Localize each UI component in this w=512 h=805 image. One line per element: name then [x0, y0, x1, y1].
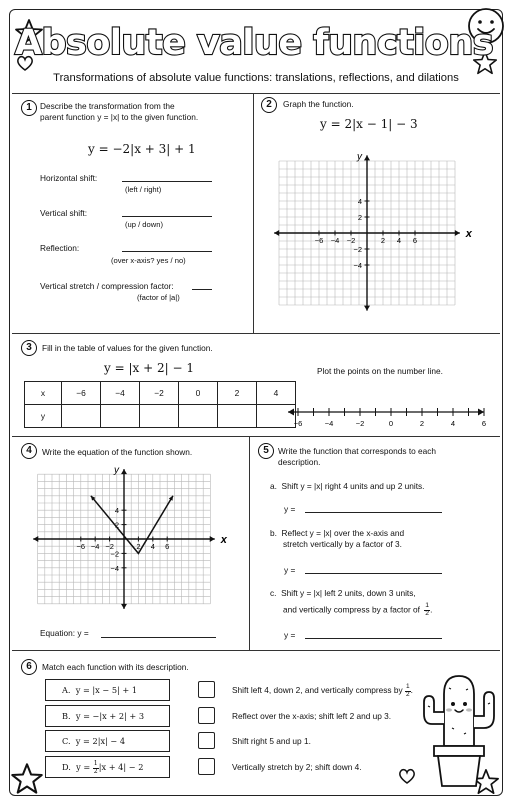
divider: [12, 436, 500, 437]
table-cell: −4: [101, 382, 140, 405]
q2-equation: y = 2|x − 1| − 3: [320, 117, 418, 131]
reflection-label: Reflection:: [40, 243, 80, 253]
q4-instruction: Write the equation of the function shown.: [42, 447, 193, 457]
y-axis-arrow: [364, 155, 370, 160]
fraction-denominator: 2: [405, 690, 410, 698]
cactus-illustration: [418, 668, 500, 790]
q5-instruction-line: Write the function that corresponds to each: [278, 446, 437, 456]
function-expr: y = 2|x| − 4: [75, 736, 126, 746]
answer-label: y =: [284, 630, 296, 640]
page-subtitle: Transformations of absolute value functions: translations, reflections, and dilations: [53, 72, 459, 84]
table-cell: 2: [218, 382, 257, 405]
table-cell: −2: [140, 382, 179, 405]
q4-answer-label: Equation: y =: [40, 628, 89, 638]
number-line-instruction: Plot the points on the number line.: [317, 366, 443, 376]
vertical-shift-answer-line[interactable]: [122, 216, 212, 217]
horizontal-shift-answer-line[interactable]: [122, 181, 212, 182]
function-box-c: [45, 730, 170, 752]
x-tick-label: −2: [105, 542, 114, 551]
x-tick-label: 6: [412, 236, 418, 245]
fraction-denominator: 2: [425, 609, 430, 617]
q5c-answer-line[interactable]: [305, 638, 442, 639]
number-line-arrow: [478, 409, 484, 416]
table-row: [25, 405, 296, 428]
y-tick-label: −2: [353, 245, 362, 254]
q4-coordinate-grid: [28, 462, 240, 620]
divider: [253, 93, 254, 333]
fraction: [424, 603, 430, 618]
horizontal-shift-label: Horizontal shift:: [40, 173, 98, 183]
table-of-values: [24, 381, 296, 428]
number-line-tick-label: 6: [481, 419, 487, 428]
x-tick-label: 6: [165, 542, 170, 551]
number-line-tick-label: −6: [293, 419, 303, 428]
star-icon: [10, 762, 44, 796]
function-letter: C.: [62, 736, 71, 746]
reflection-hint: (over x-axis? yes / no): [111, 256, 186, 265]
function-letter: B.: [62, 711, 71, 721]
y-axis-arrow: [121, 469, 127, 474]
number-line-arrow: [288, 409, 294, 416]
q5-item-c: [270, 588, 432, 618]
x-axis-label: x: [220, 534, 227, 546]
answer-label: y =: [284, 504, 296, 514]
page-title: [14, 16, 494, 66]
q5-instruction-line: description.: [278, 457, 321, 468]
y-axis-label: y: [357, 151, 362, 163]
y-axis-label: y: [114, 465, 119, 477]
table-cell: −6: [62, 382, 101, 405]
number-line-tick-label: 4: [450, 419, 456, 428]
match-answer-box[interactable]: [198, 681, 215, 698]
y-tick-label: −4: [353, 261, 362, 270]
table-answer-cell[interactable]: [101, 405, 140, 428]
fraction-denominator: 2: [93, 767, 98, 775]
match-answer-box[interactable]: [198, 707, 215, 724]
y-tick-label: −2: [110, 549, 119, 559]
stretch-factor-answer-line[interactable]: [192, 289, 212, 290]
function-expr: |x + 4| − 2: [98, 762, 144, 772]
table-answer-cell[interactable]: [140, 405, 179, 428]
match-description: Shift right 5 and up 1.: [232, 736, 311, 746]
function-box-b: [45, 705, 170, 727]
fraction-numerator: 1: [425, 602, 430, 610]
reflection-answer-line[interactable]: [122, 251, 212, 252]
x-tick-label: −4: [90, 542, 100, 551]
fraction-numerator: 1: [405, 683, 410, 690]
y-tick-label: 2: [357, 213, 362, 222]
match-description-text: Shift left 4, down 2, and vertically compress by: [232, 685, 403, 696]
item-letter: c.: [270, 588, 277, 598]
table-cell: 0: [179, 382, 218, 405]
y-tick-label: 4: [114, 506, 119, 516]
page-title-text: Absolute value functions: [14, 23, 494, 63]
item-text: stretch vertically by a factor of 3.: [283, 539, 402, 550]
y-tick-label: −4: [110, 563, 119, 573]
q5b-answer-line[interactable]: [305, 573, 442, 574]
y-axis-arrow: [364, 306, 370, 311]
answer-label: y =: [284, 565, 296, 575]
stretch-factor-hint: (factor of |a|): [137, 293, 180, 302]
x-axis-arrow: [33, 536, 38, 542]
function-letter: D.: [62, 762, 71, 772]
function-expr: y = |x − 5| + 1: [75, 685, 138, 695]
match-answer-box[interactable]: [198, 732, 215, 749]
number-line-tick-label: −2: [355, 419, 365, 428]
item-text: Reflect y = |x| over the x-axis and: [281, 528, 405, 538]
x-tick-label: −4: [330, 236, 340, 245]
q6-instruction: Match each function with its description.: [42, 662, 189, 672]
vertical-shift-hint: (up / down): [125, 220, 163, 229]
item-text: and vertically compress by a factor of: [283, 604, 420, 615]
x-tick-label: −6: [76, 542, 86, 551]
x-axis-arrow: [210, 536, 215, 542]
q2-coordinate-grid[interactable]: [262, 138, 490, 320]
divider: [12, 93, 500, 94]
q3-instruction: Fill in the table of values for the given function.: [42, 343, 213, 353]
item-letter: b.: [270, 528, 277, 538]
y-tick-label: 2: [114, 520, 119, 530]
x-tick-label: −2: [346, 236, 356, 245]
y-axis-arrow: [121, 604, 127, 609]
vertical-shift-label: Vertical shift:: [40, 208, 88, 218]
number-line-tick-label: 2: [419, 419, 425, 428]
heart-icon: [398, 768, 416, 784]
q5-item-a: [270, 481, 424, 492]
question-number: 3: [21, 340, 37, 356]
item-text: Shift y = |x| right 4 units and up 2 units.: [281, 481, 425, 491]
question-number: 5: [258, 443, 274, 459]
q1-instruction: [40, 101, 198, 123]
question-number: 2: [261, 97, 277, 113]
match-description: Vertically stretch by 2; shift down 4.: [232, 762, 362, 772]
x-axis-arrow: [274, 230, 279, 236]
number-line[interactable]: [286, 400, 486, 430]
function-box-a: [45, 679, 170, 701]
table-cell: 4: [257, 382, 296, 405]
item-letter: a.: [270, 481, 277, 491]
divider: [12, 650, 500, 651]
number-line-tick-label: −4: [324, 419, 334, 428]
function-expr: y =: [76, 762, 91, 772]
q1-equation: y = −2|x + 3| + 1: [88, 142, 196, 156]
q1-instruction-line: parent function y = |x| to the given function.: [40, 112, 199, 123]
y-tick-label: 4: [357, 197, 362, 206]
function-letter: A.: [62, 685, 71, 695]
match-answer-box[interactable]: [198, 758, 215, 775]
stretch-factor-label: Vertical stretch / compression factor:: [40, 281, 174, 291]
horizontal-shift-hint: (left / right): [125, 185, 162, 194]
q4-answer-line[interactable]: [101, 637, 216, 638]
x-tick-label: −6: [314, 236, 324, 245]
item-text-line2: and vertically compress by a factor of $\frac{1}{2}$ .: [283, 602, 433, 617]
function-expr: y = −|x + 2| + 3: [75, 711, 145, 721]
x-axis-label: x: [465, 228, 472, 240]
x-tick-label: 2: [136, 542, 141, 551]
number-line-tick-label: 0: [388, 419, 394, 428]
x-tick-label: 4: [150, 542, 155, 551]
match-description: Reflect over the x-axis; shift left 2 and up 3.: [232, 711, 392, 721]
table-row: [25, 382, 296, 405]
fraction-numerator: 1: [93, 760, 98, 768]
x-axis-arrow: [455, 230, 460, 236]
function-box-d: [45, 756, 170, 778]
x-tick-label: 4: [396, 236, 402, 245]
question-number: 6: [21, 659, 37, 675]
table-header-x: x: [25, 382, 62, 405]
table-answer-cell[interactable]: [62, 405, 101, 428]
q5a-answer-line[interactable]: [305, 512, 442, 513]
question-number: 1: [21, 100, 37, 116]
table-header-y: y: [25, 405, 62, 428]
q5-item-b: [270, 528, 404, 550]
q3-equation: y = |x + 2| − 1: [104, 361, 194, 375]
match-description: Shift left 4, down 2, and vertically compress by $\frac{1}{2}$ .: [232, 683, 413, 698]
q2-instruction: Graph the function.: [283, 99, 354, 109]
divider: [12, 333, 500, 334]
q5-instruction: [278, 446, 436, 468]
table-answer-cell[interactable]: [218, 405, 257, 428]
table-answer-cell[interactable]: [179, 405, 218, 428]
x-tick-label: 2: [380, 236, 386, 245]
divider: [249, 436, 250, 650]
question-number: 4: [21, 443, 37, 459]
item-text: Shift y = |x| left 2 units, down 3 units,: [281, 588, 416, 598]
fraction: [405, 684, 411, 698]
q1-instruction-line: Describe the transformation from the: [40, 101, 175, 111]
